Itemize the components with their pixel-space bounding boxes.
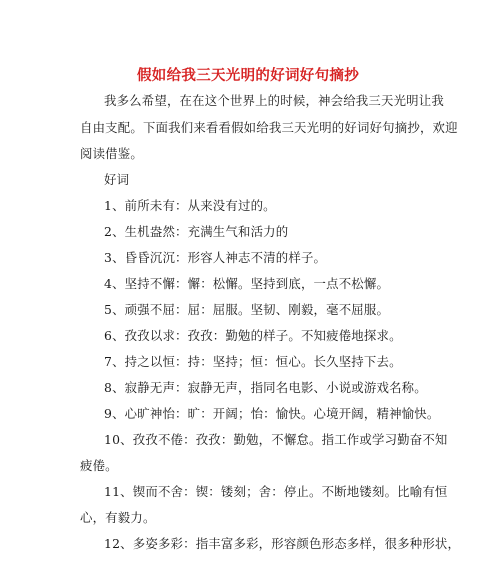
list-item-12: 12、多姿多彩：指丰富多彩，形容颜色形态多样，很多种形状， — [104, 536, 461, 551]
list-item-3: 3、昏昏沉沉：形容人神志不清的样子。 — [104, 250, 327, 265]
list-item-6: 6、孜孜以求：孜孜：勤勉的样子。不知疲倦地探求。 — [104, 328, 402, 343]
list-item-5: 5、顽强不屈：屈：屈服。坚韧、刚毅，毫不屈服。 — [104, 302, 390, 317]
section-heading: 好词 — [104, 172, 130, 187]
list-item-11: 11、锲而不舍：锲：镂刻；舍：停止。不断地镂刻。比喻有恒 — [104, 484, 448, 499]
intro-line-3: 阅读借鉴。 — [80, 146, 143, 161]
list-item-10: 10、孜孜不倦：孜孜：勤勉，不懈怠。指工作或学习勤奋不知 — [104, 432, 448, 447]
intro-line-2: 自由支配。下面我们来看看假如给我三天光明的好词好句摘抄，欢迎 — [80, 120, 458, 135]
document-title: 假如给我三天光明的好词好句摘抄 — [137, 67, 359, 84]
list-item-7: 7、持之以恒：持：坚持；恒：恒心。长久坚持下去。 — [104, 354, 402, 369]
list-item-11-continuation: 心，有毅力。 — [80, 510, 156, 525]
list-item-8: 8、寂静无声：寂静无声，指同名电影、小说或游戏名称。 — [104, 380, 427, 395]
list-item-9: 9、心旷神怡：旷：开阔；怡：愉快。心境开阔，精神愉快。 — [104, 406, 440, 421]
list-item-10-continuation: 疲倦。 — [80, 458, 118, 473]
intro-line-1: 我多么希望，在在这个世界上的时候，神会给我三天光明让我 — [104, 93, 444, 108]
list-item-4: 4、坚持不懈：懈：松懈。坚持到底，一点不松懈。 — [104, 276, 390, 291]
list-item-2: 2、生机盎然：充满生气和活力的 — [104, 224, 289, 239]
list-item-1: 1、前所未有：从来没有过的。 — [104, 198, 276, 213]
